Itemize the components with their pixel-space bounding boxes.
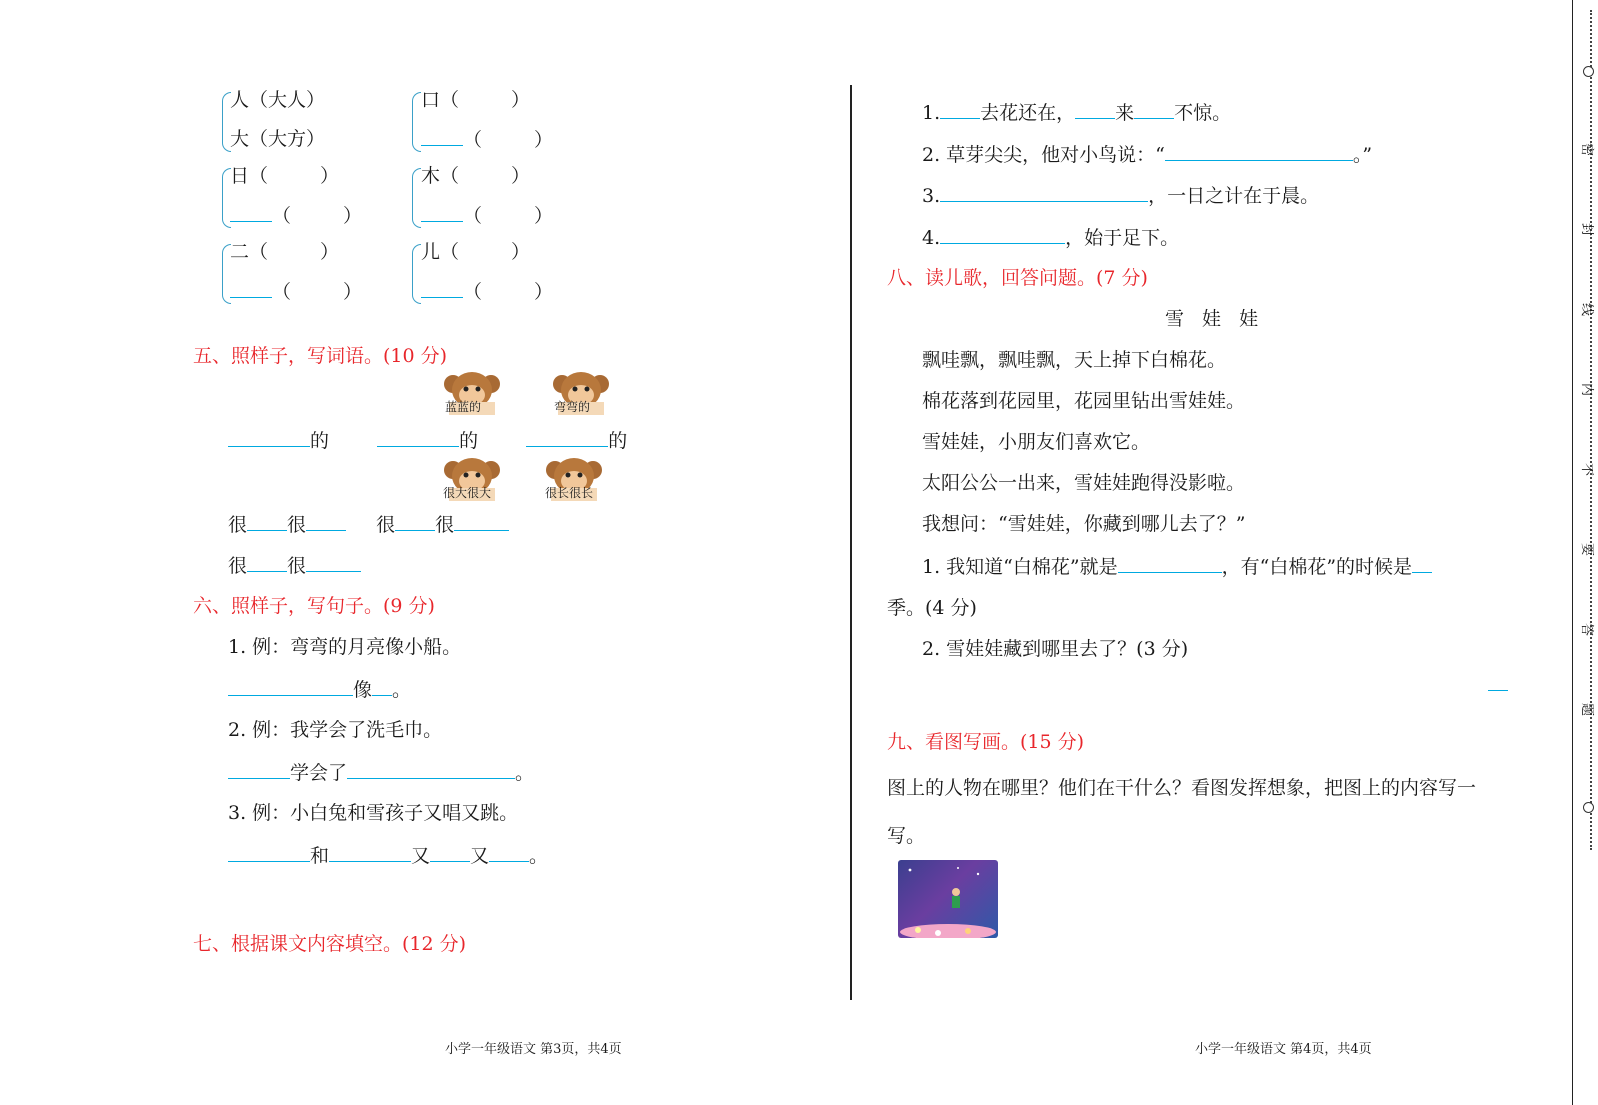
poem-line: 我想问：“雪娃娃，你藏到哪儿去了？” [922, 513, 1246, 535]
answer-blank[interactable] [377, 428, 459, 447]
de-char: 的 [310, 430, 330, 452]
hen-char: 很 [435, 514, 455, 536]
seal-char: 封 [1579, 222, 1595, 237]
word: 又 [411, 845, 431, 867]
word: 又 [470, 845, 490, 867]
paren-close: ） [343, 281, 363, 303]
answer-blank[interactable] [230, 203, 272, 222]
brace [412, 244, 421, 304]
answer-blank[interactable] [1134, 100, 1174, 119]
hen-char: 很 [376, 514, 396, 536]
monkey-card [443, 370, 501, 415]
char-group-er2-blank[interactable] [421, 279, 553, 304]
text: 2. 草芽尖尖，他对小鸟说：“ [922, 144, 1165, 166]
answer-blank[interactable] [247, 553, 287, 572]
hen-char: 很 [287, 514, 307, 536]
word: 像 [353, 679, 373, 701]
binding-hole [1583, 802, 1594, 813]
char-group-kou-blank[interactable] [421, 127, 553, 152]
paren-open: （ [249, 165, 269, 187]
hen-char: 很 [228, 555, 248, 577]
char-group-ri [230, 164, 339, 188]
de-char: 的 [459, 430, 479, 452]
poem-line: 太阳公公一出来，雪娃娃跑得没影啦。 [922, 472, 1246, 494]
monkey-label: 很长很长 [545, 486, 594, 500]
fill-line-2 [922, 142, 1372, 167]
answer-blank[interactable] [1488, 690, 1508, 691]
brace [412, 168, 421, 228]
binding-line [1572, 0, 1573, 1105]
section-9-prompt-cont: 写。 [887, 825, 926, 847]
answer-blank[interactable] [489, 843, 529, 862]
page-footer: 小学一年级语文 第3页，共4页 [445, 1042, 622, 1057]
seal-char: 线 [1579, 302, 1595, 317]
monkey-label: 蓝蓝的 [445, 400, 482, 414]
monkey-card [443, 456, 501, 501]
text: ，始于足下。 [1065, 227, 1180, 249]
char: 木 [421, 165, 441, 187]
de-row [228, 428, 627, 453]
answer-blank[interactable] [421, 203, 463, 222]
paren-close: ） [320, 241, 340, 263]
answer-blank[interactable] [228, 677, 353, 696]
answer-blank[interactable] [228, 760, 290, 779]
monkey-card [552, 370, 610, 415]
answer-blank[interactable] [228, 428, 310, 447]
section-9-title: 九、看图写画。(15 分) [887, 731, 1085, 753]
text: 来 [1115, 102, 1135, 124]
text: 4. [922, 227, 941, 249]
answer-blank[interactable] [1165, 142, 1353, 161]
binding-dotted-line [1590, 10, 1592, 850]
text: 去花还在， [980, 102, 1076, 124]
answer-blank[interactable] [421, 127, 463, 146]
monkey-label: 很大很大 [443, 486, 492, 500]
hen-char: 很 [287, 555, 307, 577]
paren-close: ） [534, 129, 554, 151]
answer-blank[interactable] [1075, 100, 1115, 119]
text: 不惊。 [1174, 102, 1232, 124]
poem-line: 飘哇飘，飘哇飘，天上掉下白棉花。 [922, 349, 1227, 371]
word: 学会了 [290, 762, 348, 784]
period: 。 [515, 762, 535, 784]
answer-blank[interactable] [395, 512, 435, 531]
question-1-cont: 季。(4 分) [887, 597, 977, 619]
answer-blank[interactable] [306, 512, 346, 531]
char-group-kou [421, 88, 530, 112]
poem-title: 雪 娃 娃 [1165, 308, 1265, 330]
paren-open: （ [463, 205, 483, 227]
paren-close: ） [511, 89, 531, 111]
section-7-title: 七、根据课文内容填空。(12 分) [193, 933, 467, 955]
word-pair-example-1: 人（大人） [230, 89, 326, 111]
fill-line-1 [922, 100, 1231, 125]
paren-open: （ [440, 89, 460, 111]
answer-blank[interactable] [940, 100, 980, 119]
paren-open: （ [272, 205, 292, 227]
seal-char: 密 [1579, 142, 1595, 157]
answer-blank[interactable] [454, 512, 509, 531]
char: 口 [421, 89, 441, 111]
seal-char: 内 [1579, 382, 1595, 397]
answer-row-3 [228, 843, 548, 868]
section-8-title: 八、读儿歌，回答问题。(7 分) [887, 267, 1148, 289]
period: 。 [392, 679, 412, 701]
text: 1. [922, 102, 941, 124]
section-9-prompt: 图上的人物在哪里？他们在干什么？看图发挥想象，把图上的内容写一 [887, 777, 1477, 799]
answer-blank[interactable] [526, 428, 608, 447]
paren-open: （ [440, 165, 460, 187]
moon-scene-image [898, 860, 998, 938]
char-group-ri-blank[interactable] [230, 203, 362, 228]
char-group-mu-blank[interactable] [421, 203, 553, 228]
page-footer: 小学一年级语文 第4页，共4页 [1195, 1042, 1372, 1057]
moon-picture [898, 860, 998, 938]
paren-close: ） [320, 165, 340, 187]
text: ，一日之计在于晨。 [1148, 185, 1320, 207]
char-group-mu [421, 164, 530, 188]
fill-line-4 [922, 225, 1179, 250]
paren-close: ） [343, 205, 363, 227]
answer-blank[interactable] [421, 279, 463, 298]
section-5-title: 五、照样子，写词语。(10 分) [193, 345, 448, 367]
char-group-er2 [421, 240, 530, 264]
paren-open: （ [249, 241, 269, 263]
char: 日 [230, 165, 250, 187]
char-group-er [230, 240, 339, 264]
answer-blank[interactable] [1412, 554, 1432, 573]
answer-blank[interactable] [247, 512, 287, 531]
hen-char: 很 [228, 514, 248, 536]
example-1: 1. 例：弯弯的月亮像小船。 [228, 636, 462, 658]
paren-close: ） [534, 205, 554, 227]
paren-open: （ [272, 281, 292, 303]
answer-blank[interactable] [430, 843, 470, 862]
page-divider [850, 85, 852, 1000]
poem-line: 雪娃娃，小朋友们喜欢它。 [922, 431, 1151, 453]
answer-blank[interactable] [372, 677, 392, 696]
word-pair-example-2: 大（大方） [230, 128, 326, 150]
question-2: 2. 雪娃娃藏到哪里去了？(3 分) [922, 638, 1189, 660]
text: 3. [922, 185, 941, 207]
example-2: 2. 例：我学会了洗毛巾。 [228, 719, 443, 741]
example-3: 3. 例：小白兔和雪孩子又唱又跳。 [228, 802, 519, 824]
answer-blank[interactable] [329, 843, 411, 862]
section-6-title: 六、照样子，写句子。(9 分) [193, 595, 435, 617]
hen-row-1 [228, 512, 509, 537]
brace [412, 92, 421, 152]
answer-row-2 [228, 760, 534, 785]
seal-char: 要 [1579, 542, 1595, 557]
text: ，有“白棉花”的时候是 [1221, 556, 1413, 578]
paren-close: ） [511, 165, 531, 187]
paren-open: （ [463, 281, 483, 303]
period: 。 [529, 845, 549, 867]
monkey-label: 弯弯的 [554, 400, 591, 414]
word: 和 [310, 845, 330, 867]
de-char: 的 [608, 430, 628, 452]
answer-blank[interactable] [306, 553, 361, 572]
answer-blank[interactable] [228, 843, 310, 862]
binding-hole [1583, 66, 1594, 77]
seal-char: 不 [1579, 462, 1595, 477]
seal-char: 答 [1579, 622, 1595, 637]
char: 儿 [421, 241, 441, 263]
char-group-er-blank[interactable] [230, 279, 362, 304]
text: 1. 我知道“白棉花”就是 [922, 556, 1118, 578]
poem-line: 棉花落到花园里，花园里钻出雪娃娃。 [922, 390, 1246, 412]
paren-close: ） [534, 281, 554, 303]
answer-row-1 [228, 677, 411, 702]
paren-open: （ [440, 241, 460, 263]
paren-open: （ [463, 129, 483, 151]
answer-blank[interactable] [940, 183, 1148, 202]
question-1 [922, 554, 1432, 579]
monkey-card [545, 456, 603, 501]
paren-close: ） [511, 241, 531, 263]
fill-line-3 [922, 183, 1319, 208]
text: 。” [1352, 144, 1373, 166]
answer-blank[interactable] [230, 279, 272, 298]
seal-char: 题 [1579, 702, 1595, 717]
answer-blank[interactable] [347, 760, 515, 779]
answer-blank[interactable] [940, 225, 1065, 244]
hen-row-2 [228, 553, 361, 578]
char: 二 [230, 241, 250, 263]
answer-blank[interactable] [1118, 554, 1222, 573]
